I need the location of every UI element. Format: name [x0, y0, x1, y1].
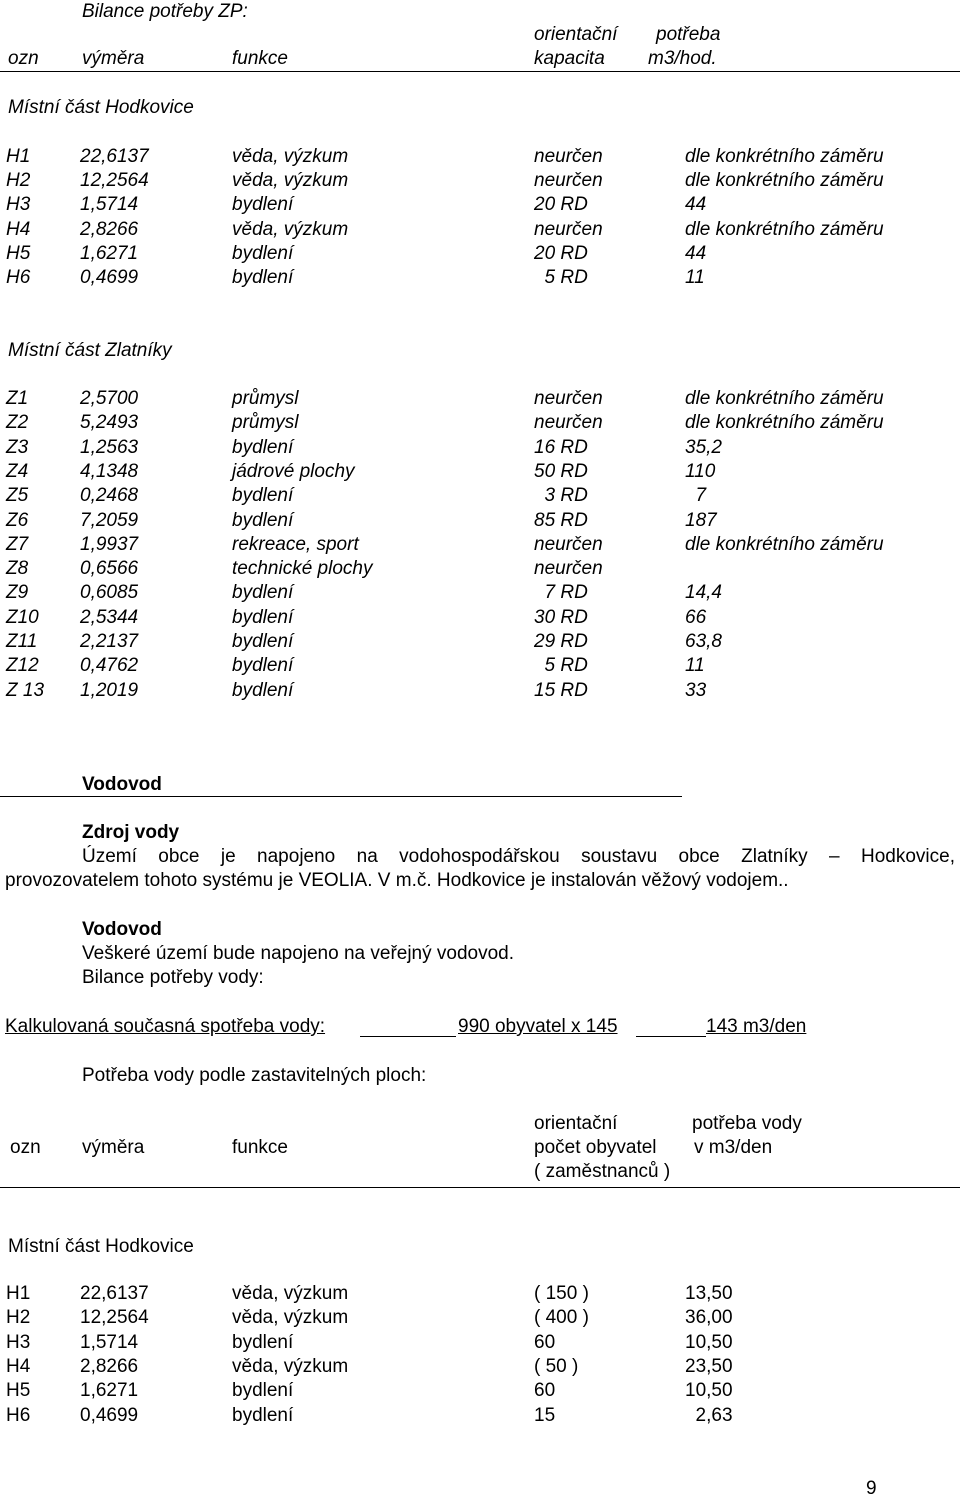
- cell-oznaceni: Z7: [6, 533, 29, 555]
- cell-potreba: 10,50: [685, 1331, 733, 1353]
- cell-oznaceni: Z2: [6, 412, 29, 434]
- cell-potreba: dle konkrétního záměru: [685, 388, 884, 409]
- cell-vymera: 1,5714: [80, 194, 139, 216]
- cell-potreba: dle konkrétního záměru: [685, 146, 884, 167]
- vodovod2-heading: Vodovod: [82, 919, 162, 940]
- cell-potreba: dle konkrétního záměru: [685, 412, 884, 434]
- cell-vymera: 12,2564: [80, 1307, 149, 1329]
- cell-vymera: 1,2563: [80, 436, 139, 458]
- kalkulovana-result: 143 m3/den: [706, 1016, 807, 1037]
- cell-kapacita: neurčen: [534, 146, 603, 167]
- cell-vymera: 22,6137: [80, 1283, 149, 1304]
- cell-oznaceni: Z12: [6, 655, 39, 677]
- cell-oznaceni: Z5: [6, 485, 29, 507]
- cell-funkce: bydlení: [232, 631, 294, 652]
- cell-kapacita: 7 RD: [534, 582, 588, 604]
- cell-vymera: 0,6085: [80, 582, 139, 604]
- cell-funkce: bydlení: [232, 242, 294, 264]
- cell-funkce: bydlení: [232, 655, 294, 677]
- cell-vymera: 1,2019: [80, 679, 139, 701]
- zp-group-zlatniky: Místní část Zlatníky: [8, 340, 172, 361]
- cell-potreba: dle konkrétního záměru: [685, 218, 884, 240]
- cell-oznaceni: Z4: [6, 460, 29, 482]
- vodovod-rule: [0, 796, 682, 797]
- kalkulovana-label: Kalkulovaná současná spotřeba vody:: [5, 1016, 326, 1037]
- cell-funkce: jádrové plochy: [232, 460, 355, 482]
- cell-funkce: bydlení: [232, 1404, 294, 1426]
- cell-potreba: 13,50: [685, 1283, 733, 1304]
- cell-vymera: 5,2493: [80, 412, 139, 434]
- cell-kapacita: 60: [534, 1331, 556, 1353]
- kalkulovana-calc: 990 obyvatel x 145: [458, 1016, 618, 1037]
- vodovod-heading: Vodovod: [82, 774, 162, 795]
- cell-kapacita: neurčen: [534, 388, 603, 409]
- bilance-vody-label: Bilance potřeby vody:: [82, 967, 264, 988]
- cell-oznaceni: H2: [6, 1307, 31, 1329]
- cell-potreba: 11: [685, 655, 705, 677]
- cell-vymera: 22,6137: [80, 146, 149, 167]
- cell-funkce: technické plochy: [232, 558, 373, 580]
- zp-header-kapacita: kapacita: [534, 48, 605, 69]
- cell-vymera: 2,5344: [80, 606, 139, 628]
- cell-kapacita: 15 RD: [534, 679, 588, 701]
- cell-potreba: 66: [685, 606, 707, 628]
- page-number: 9: [866, 1478, 877, 1499]
- cell-kapacita: ( 150 ): [534, 1283, 589, 1304]
- zp-title: Bilance potřeby ZP:: [82, 1, 248, 22]
- cell-funkce: rekreace, sport: [232, 533, 359, 555]
- voda-header-pocet-3: ( zaměstnanců ): [534, 1161, 671, 1182]
- voda-header-potreba-1: potřeba vody: [692, 1113, 802, 1134]
- zp-header-kapacita-top: orientační: [534, 24, 618, 45]
- cell-kapacita: 29 RD: [534, 631, 588, 652]
- cell-kapacita: 20 RD: [534, 194, 588, 216]
- cell-funkce: bydlení: [232, 194, 294, 216]
- zp-header-funkce: funkce: [232, 48, 288, 69]
- cell-vymera: 0,6566: [80, 558, 139, 580]
- vodovod2-text: Veškeré území bude napojeno na veřejný vodovod.: [82, 943, 515, 964]
- cell-kapacita: neurčen: [534, 412, 603, 434]
- cell-funkce: bydlení: [232, 436, 294, 458]
- cell-kapacita: neurčen: [534, 558, 603, 580]
- cell-potreba: 44: [685, 194, 707, 216]
- cell-oznaceni: Z 13: [6, 679, 45, 701]
- cell-funkce: věda, výzkum: [232, 1283, 349, 1304]
- cell-vymera: 2,8266: [80, 218, 139, 240]
- kalkulovana-underline-gap-1: [360, 1036, 456, 1037]
- cell-potreba: 110: [685, 460, 716, 482]
- cell-oznaceni: H6: [6, 1404, 31, 1426]
- cell-funkce: bydlení: [232, 582, 294, 604]
- cell-oznaceni: H1: [6, 1283, 31, 1304]
- cell-funkce: průmysl: [232, 388, 299, 409]
- voda-header-pocet-1: orientační: [534, 1113, 618, 1134]
- zdroj-vody-text-1: Území obce je napojeno na vodohospodářskou soustavu obce Zlatníky – Hodkovice,: [82, 846, 955, 867]
- cell-vymera: 1,6271: [80, 1380, 139, 1402]
- cell-funkce: bydlení: [232, 509, 294, 531]
- cell-funkce: bydlení: [232, 485, 294, 507]
- cell-oznaceni: H3: [6, 194, 31, 216]
- cell-funkce: průmysl: [232, 412, 299, 434]
- cell-kapacita: ( 400 ): [534, 1307, 589, 1329]
- cell-vymera: 1,6271: [80, 242, 139, 264]
- cell-kapacita: 85 RD: [534, 509, 588, 531]
- voda-header-rule: [0, 1187, 960, 1188]
- cell-funkce: věda, výzkum: [232, 1307, 349, 1329]
- zp-header-potreba-unit: m3/hod.: [648, 48, 717, 69]
- kalkulovana-underline-gap-2: [636, 1036, 706, 1037]
- cell-potreba: 7: [685, 485, 707, 507]
- cell-kapacita: 3 RD: [534, 485, 588, 507]
- cell-vymera: 1,9937: [80, 533, 139, 555]
- zdroj-vody-text-2: provozovatelem tohoto systému je VEOLIA. V m.č. Hodkovice je instalován věžový vodojem..: [5, 870, 789, 891]
- cell-potreba: dle konkrétního záměru: [685, 533, 884, 555]
- cell-kapacita: ( 50 ): [534, 1355, 579, 1377]
- cell-potreba: 63,8: [685, 631, 722, 652]
- cell-oznaceni: Z3: [6, 436, 29, 458]
- zp-header-ozn: ozn: [8, 48, 39, 69]
- cell-potreba: 187: [685, 509, 717, 531]
- cell-funkce: bydlení: [232, 1380, 294, 1402]
- cell-kapacita: neurčen: [534, 218, 603, 240]
- cell-oznaceni: H5: [6, 242, 31, 264]
- cell-kapacita: neurčen: [534, 170, 603, 192]
- voda-header-pocet-2: počet obyvatel: [534, 1137, 657, 1158]
- cell-vymera: 2,5700: [80, 388, 139, 409]
- cell-oznaceni: H6: [6, 267, 31, 288]
- cell-vymera: 0,4699: [80, 267, 139, 288]
- cell-kapacita: 60: [534, 1380, 556, 1402]
- cell-vymera: 2,2137: [80, 631, 139, 652]
- cell-oznaceni: Z6: [6, 509, 29, 531]
- zp-group-hodkovice: Místní část Hodkovice: [8, 97, 194, 118]
- cell-potreba: 23,50: [685, 1355, 733, 1377]
- cell-kapacita: 5 RD: [534, 267, 588, 288]
- zp-header-rule: [0, 71, 960, 72]
- cell-funkce: bydlení: [232, 1331, 294, 1353]
- cell-vymera: 0,4762: [80, 655, 139, 677]
- cell-funkce: věda, výzkum: [232, 1355, 349, 1377]
- cell-potreba: 35,2: [685, 436, 722, 458]
- voda-group-hodkovice: Místní část Hodkovice: [8, 1236, 194, 1257]
- potreba-plochy-label: Potřeba vody podle zastavitelných ploch:: [82, 1065, 427, 1086]
- cell-vymera: 0,2468: [80, 485, 139, 507]
- cell-kapacita: neurčen: [534, 533, 603, 555]
- cell-kapacita: 15: [534, 1404, 556, 1426]
- cell-oznaceni: H5: [6, 1380, 31, 1402]
- cell-potreba: 10,50: [685, 1380, 733, 1402]
- cell-funkce: bydlení: [232, 267, 294, 288]
- voda-header-vymera: výměra: [82, 1137, 145, 1158]
- zp-header-vymera: výměra: [82, 48, 145, 69]
- cell-funkce: věda, výzkum: [232, 170, 349, 192]
- cell-oznaceni: Z11: [6, 631, 38, 652]
- cell-kapacita: 16 RD: [534, 436, 588, 458]
- cell-vymera: 1,5714: [80, 1331, 139, 1353]
- cell-kapacita: 30 RD: [534, 606, 588, 628]
- cell-kapacita: 50 RD: [534, 460, 588, 482]
- cell-oznaceni: H1: [6, 146, 31, 167]
- cell-potreba: 2,63: [685, 1404, 733, 1426]
- cell-oznaceni: H4: [6, 1355, 31, 1377]
- cell-kapacita: 20 RD: [534, 242, 588, 264]
- cell-vymera: 12,2564: [80, 170, 149, 192]
- cell-potreba: 14,4: [685, 582, 722, 604]
- cell-vymera: 0,4699: [80, 1404, 139, 1426]
- voda-header-funkce: funkce: [232, 1137, 288, 1158]
- cell-vymera: 4,1348: [80, 460, 139, 482]
- cell-vymera: 7,2059: [80, 509, 139, 531]
- cell-oznaceni: Z10: [6, 606, 39, 628]
- cell-funkce: bydlení: [232, 679, 294, 701]
- cell-vymera: 2,8266: [80, 1355, 139, 1377]
- cell-potreba: 33: [685, 679, 707, 701]
- cell-oznaceni: Z9: [6, 582, 29, 604]
- cell-potreba: dle konkrétního záměru: [685, 170, 884, 192]
- cell-oznaceni: H3: [6, 1331, 31, 1353]
- cell-kapacita: 5 RD: [534, 655, 588, 677]
- cell-potreba: 36,00: [685, 1307, 733, 1329]
- zp-header-potreba-top: potřeba: [656, 24, 721, 45]
- cell-oznaceni: Z1: [6, 388, 29, 409]
- voda-header-ozn: ozn: [10, 1137, 41, 1158]
- cell-oznaceni: H2: [6, 170, 31, 192]
- zdroj-vody-heading: Zdroj vody: [82, 822, 180, 843]
- cell-funkce: věda, výzkum: [232, 146, 349, 167]
- voda-header-potreba-2: v m3/den: [694, 1137, 773, 1158]
- cell-potreba: 11: [685, 267, 705, 288]
- cell-potreba: 44: [685, 242, 707, 264]
- cell-funkce: bydlení: [232, 606, 294, 628]
- cell-oznaceni: Z8: [6, 558, 29, 580]
- cell-funkce: věda, výzkum: [232, 218, 349, 240]
- cell-oznaceni: H4: [6, 218, 31, 240]
